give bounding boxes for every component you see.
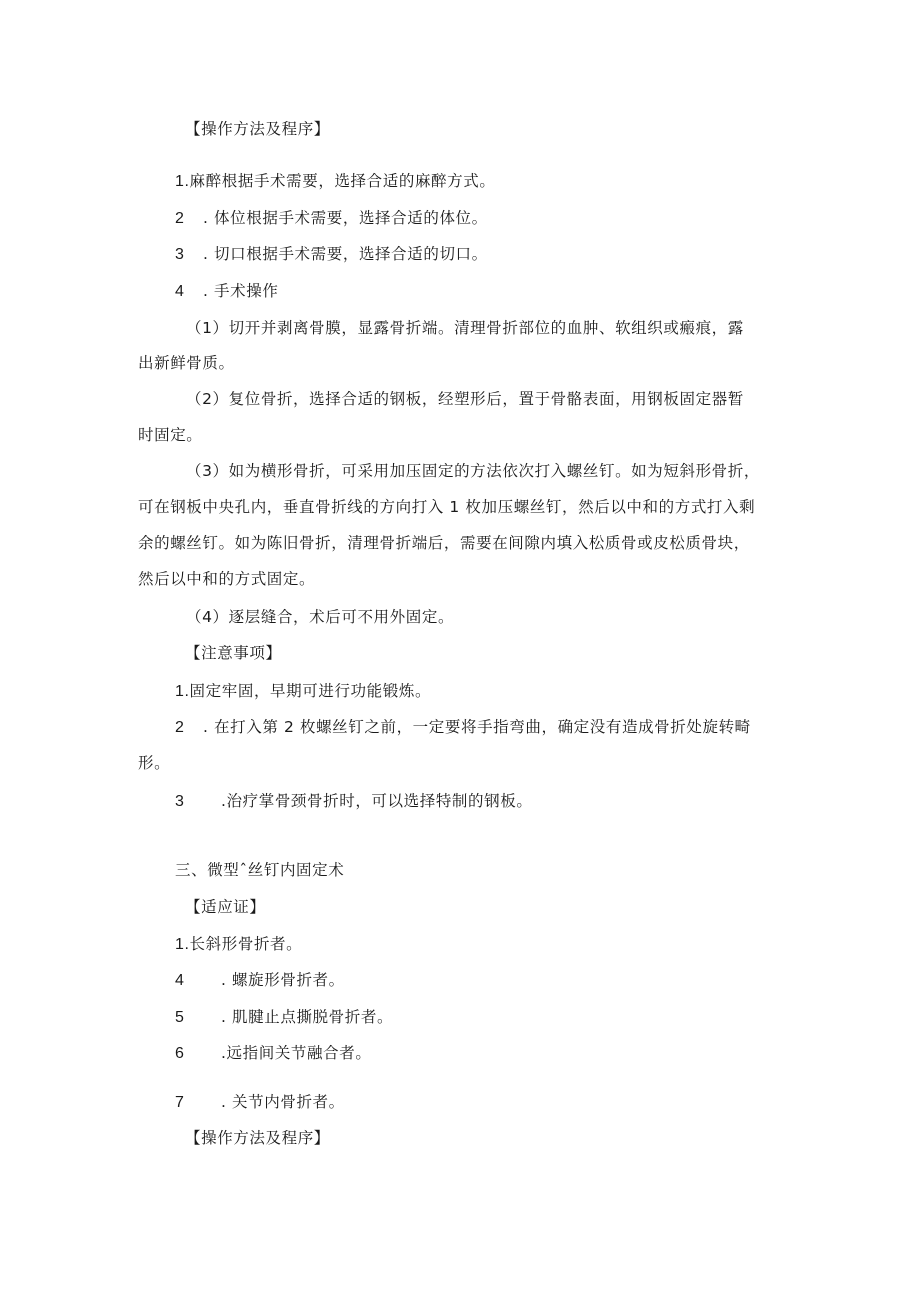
indication-1-text: 长斜形骨折者。 <box>189 935 303 953</box>
indication-3 <box>175 1007 393 1028</box>
note-1-number: 1. <box>175 683 190 700</box>
indications-heading: 【适应证】 <box>185 898 266 916</box>
note-1-text: 固定牢固，早期可进行功能锻炼。 <box>189 682 432 700</box>
note-2-line-2: 形。 <box>138 754 171 772</box>
op-1-line-2: 出新鲜骨质。 <box>138 354 235 372</box>
indication-1-number: 1. <box>175 936 190 953</box>
indication-4-text: .远指间关节融合者。 <box>221 1044 372 1062</box>
indication-2-text: . 螺旋形骨折者。 <box>221 971 345 989</box>
step-1-text: 麻醉根据手术需要，选择合适的麻醉方式。 <box>189 172 496 190</box>
step-2-text: . 体位根据手术需要，选择合适的体位。 <box>203 209 488 227</box>
step-3 <box>175 244 488 265</box>
note-3-text: .治疗掌骨颈骨折时，可以选择特制的钢板。 <box>221 792 533 810</box>
indication-5-text: . 关节内骨折者。 <box>221 1093 345 1111</box>
indication-5-number: 7 <box>175 1094 185 1111</box>
step-4-text: . 手术操作 <box>203 282 279 300</box>
step-3-number: 3 <box>175 246 185 263</box>
indication-4 <box>175 1043 371 1064</box>
indication-2 <box>175 970 345 991</box>
indication-2-number: 4 <box>175 972 185 989</box>
note-3 <box>175 791 532 812</box>
step-1-number: 1. <box>175 173 190 190</box>
indication-5 <box>175 1092 345 1113</box>
step-3-text: . 切口根据手术需要，选择合适的切口。 <box>203 245 488 263</box>
indication-4-number: 6 <box>175 1045 185 1062</box>
section-3-title: 三、微型ˆ丝钉内固定术 <box>175 861 345 879</box>
step-2 <box>175 208 488 229</box>
note-1 <box>175 681 431 702</box>
op-1-line-1: （1）切开并剥离骨膜，显露骨折端。清理骨折部位的血肿、软组织或瘢痕，露 <box>186 319 744 337</box>
indication-1 <box>175 934 302 955</box>
step-4 <box>175 281 278 302</box>
method-heading-1: 【操作方法及程序】 <box>185 120 330 138</box>
op-3-line-1: （3）如为横形骨折，可采用加压固定的方法依次打入螺丝钉。如为短斜形骨折， <box>186 462 760 480</box>
op-2-line-1: （2）复位骨折，选择合适的钢板，经塑形后，置于骨骼表面，用钢板固定器暂 <box>186 390 744 408</box>
note-2-number: 2 <box>175 719 185 736</box>
step-1 <box>175 171 495 192</box>
op-2-line-2: 时固定。 <box>138 426 203 444</box>
step-4-number: 4 <box>175 283 185 300</box>
note-2-text: . 在打入第 2 枚螺丝钉之前，一定要将手指弯曲，确定没有造成骨折处旋转畸 <box>203 718 751 736</box>
indication-3-text: . 肌腱止点撕脱骨折者。 <box>221 1008 394 1026</box>
notes-heading: 【注意事项】 <box>185 644 282 662</box>
op-4-line-1: （4）逐层缝合，术后可不用外固定。 <box>186 608 455 626</box>
op-3-line-4: 然后以中和的方式固定。 <box>138 570 316 588</box>
method-heading-2: 【操作方法及程序】 <box>185 1129 330 1147</box>
note-2-line-1 <box>175 717 751 738</box>
step-2-number: 2 <box>175 210 185 227</box>
op-3-line-2: 可在钢板中央孔内，垂直骨折线的方向打入 1 枚加压螺丝钉，然后以中和的方式打入剩 <box>138 498 756 516</box>
note-3-number: 3 <box>175 793 185 810</box>
indication-3-number: 5 <box>175 1009 185 1026</box>
op-3-line-3: 余的螺丝钉。如为陈旧骨折，清理骨折端后，需要在间隙内填入松质骨或皮松质骨块， <box>138 534 750 552</box>
